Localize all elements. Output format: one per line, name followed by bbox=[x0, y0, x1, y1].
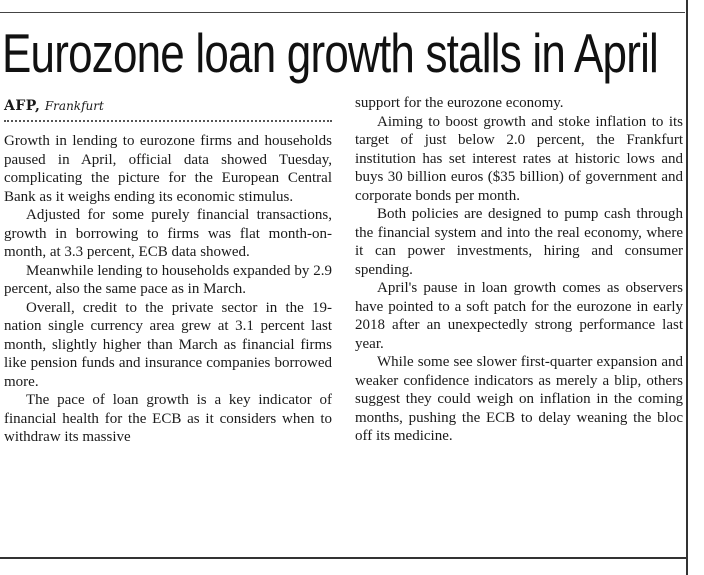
dotted-separator bbox=[4, 120, 332, 122]
paragraph: Aiming to boost growth and stoke inflation to its target of just below 2.0 percent, the Frankfurt institution has set interest rates at historic lows and buys 30 billion euros ($35 billion) of government and corporate bonds per month. bbox=[355, 113, 683, 204]
byline-place: Frankfurt bbox=[44, 99, 104, 113]
right-rule bbox=[686, 0, 688, 575]
headline: Eurozone loan growth stalls in April bbox=[2, 22, 659, 84]
byline bbox=[4, 98, 104, 114]
byline-agency: AFP, bbox=[4, 98, 41, 114]
paragraph: The pace of loan growth is a key indicator of financial health for the ECB as it considers when to withdraw its massive bbox=[4, 392, 332, 445]
paragraph: Both policies are designed to pump cash through the financial system and into the real economy, where it can power investments, hiring and consumer spending. bbox=[355, 206, 683, 278]
paragraph: support for the eurozone economy. bbox=[355, 95, 564, 111]
paragraph: April's pause in loan growth comes as observers have pointed to a soft patch for the eurozone in early 2018 after an unexpectedly strong performance last year. bbox=[355, 280, 683, 352]
paragraph: Overall, credit to the private sector in the 19-nation single currency area grew at 3.1 percent last month, slightly higher than March as financial firms like pension funds and insurance companies borrowed more. bbox=[4, 299, 332, 390]
bottom-rule bbox=[0, 557, 688, 559]
paragraph: Meanwhile lending to households expanded by 2.9 percent, also the same pace as in March. bbox=[4, 262, 332, 297]
article-column-right bbox=[355, 94, 683, 446]
paragraph: Growth in lending to eurozone firms and households paused in April, official data showed Tuesday, complicating the picture for the European Central Bank as it weighs ending its economic stimulus. bbox=[4, 133, 332, 205]
paragraph: Adjusted for some purely financial transactions, growth in borrowing to firms was flat month-on-month, at 3.3 percent, ECB data showed. bbox=[4, 207, 332, 260]
paragraph: While some see slower first-quarter expansion and weaker confidence indicators as merely a blip, others suggest they could weigh on inflation in the coming months, pushing the ECB to delay weaning the bloc off its medicine. bbox=[355, 354, 683, 444]
top-rule bbox=[0, 12, 685, 13]
article-column-left bbox=[4, 132, 332, 447]
